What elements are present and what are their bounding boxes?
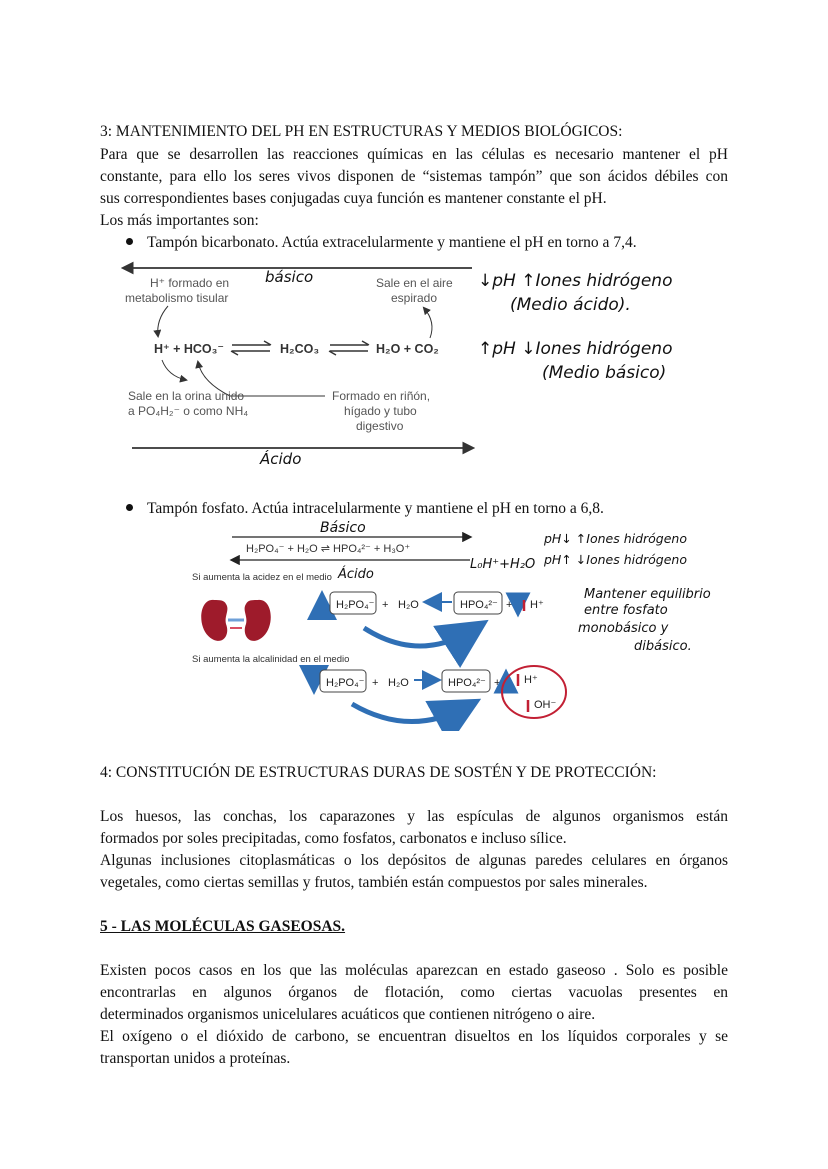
bullet-bicarbonate-text: Tampón bicarbonato. Actúa extracelularmente y mantiene el pH en torno a 7,4. — [147, 234, 637, 251]
note-basic-medium: (Medio básico) — [542, 363, 667, 383]
section-5-p1-line-2: encontrarlas en algunos órganos de flotación, como ciertas vacuolas presentes en — [100, 984, 728, 1001]
section-3-line-2: constante, para ello los seres vivos disponen de “sistemas tampón” que son ácidos débiles con — [100, 168, 728, 185]
acidity-label: Si aumenta la acidez en el medio — [192, 572, 332, 583]
exhaled-2: espirado — [391, 291, 438, 305]
phosphate-figure — [180, 516, 740, 731]
important-label: Los más importantes son: — [100, 212, 259, 229]
kidney-icon — [201, 600, 271, 641]
section-4-p1-line-1: Los huesos, las conchas, los caparazones y las espículas de algunos organismos están — [100, 808, 728, 825]
h2po4-1: H₂PO₄⁻ — [336, 599, 375, 611]
top-note-basico: básico — [265, 268, 314, 286]
exhaled-1: Sale en el aire — [376, 276, 453, 290]
curved-arrow-2 — [352, 704, 468, 722]
equilibrium-arrows-2 — [329, 341, 369, 355]
section-4-p2-line-2: vegetales, como ciertas semillas y frutos, también están compuestos por sales minerales. — [100, 874, 648, 891]
acid-label: Ácido — [338, 567, 374, 582]
arrow-to-urine — [162, 360, 186, 380]
plus-4: + — [494, 677, 501, 689]
curved-arrow-1 — [364, 628, 476, 646]
plus-3: + — [372, 677, 379, 689]
bullet-dot — [126, 504, 133, 511]
equilibrium-arrows-1 — [231, 341, 271, 355]
plus-2: + — [506, 599, 513, 611]
plus-1: + — [382, 599, 389, 611]
oh: OH⁻ — [534, 699, 557, 711]
section-5-p1-line-3: determinados organismos unicelulares acuáticos que contienen nitrógeno o aire. — [100, 1006, 596, 1023]
formed-1: Formado en riñón, — [332, 389, 431, 403]
urine-2: a PO₄H₂⁻ o como NH₄ — [128, 404, 249, 418]
section-5-p1-line-1: Existen pocos casos en los que las moléculas aparezcan en estado gaseoso . Solo es posible — [100, 962, 728, 979]
hpo4-1: HPO₄²⁻ — [460, 599, 498, 611]
h2po4-2: H₂PO₄⁻ — [326, 677, 365, 689]
hplus-formed-2: metabolismo tisular — [125, 291, 229, 305]
side-note: L₀H⁺+H₂O — [470, 557, 536, 572]
section-3-line-1: Para que se desarrollen las reacciones químicas en las células es necesario mantener el pH — [100, 146, 728, 163]
h2o-1: H₂O — [398, 599, 419, 611]
bullet-phosphate-text: Tampón fosfato. Actúa intracelularmente y mantiene el pH en torno a 6,8. — [147, 500, 604, 517]
formed-2: hígado y tubo — [344, 404, 417, 418]
section-4-p1-line-2: formados por soles precipitadas, como fosfatos, carbonatos e incluso sílice. — [100, 830, 567, 847]
note-eq-3: monobásico y — [578, 621, 669, 636]
note-ph-1: pH↓ ↑Iones hidrógeno — [544, 531, 687, 546]
bullet-bicarbonate — [126, 232, 637, 254]
arrow-down-left — [158, 306, 168, 336]
hplus-1: H⁺ — [530, 599, 544, 611]
eq-mid: H₂CO₃ — [280, 342, 320, 356]
bicarbonate-figure — [110, 258, 730, 468]
top-note-basico-2: Básico — [320, 520, 366, 536]
note-high-ph: ↑pH ↓Iones hidrógeno — [478, 339, 673, 359]
formed-3: digestivo — [356, 419, 404, 433]
urine-1: Sale en la orina unido — [128, 389, 245, 403]
section-3-line-3: sus correspondientes bases conjugadas cuya función es mantener constante el pH. — [100, 190, 607, 207]
eq-right: H₂O + CO₂ — [376, 342, 439, 356]
bottom-note-acido: Ácido — [260, 450, 302, 468]
note-ph-2: pH↑ ↓Iones hidrógeno — [544, 552, 687, 567]
hplus-formed-1: H⁺ formado en — [150, 276, 230, 290]
note-eq-4: dibásico. — [634, 639, 692, 654]
hpo4-2: HPO₄²⁻ — [448, 677, 486, 689]
note-low-ph: ↓pH ↑Iones hidrógeno — [478, 271, 673, 291]
phosphate-equation: H₂PO₄⁻ + H₂O ⇌ HPO₄²⁻ + H₃O⁺ — [246, 543, 411, 555]
section-5-heading: 5 - LAS MOLÉCULAS GASEOSAS. — [100, 918, 346, 935]
hplus-2: H⁺ — [524, 674, 538, 686]
h2o-2: H₂O — [388, 677, 409, 689]
section-5-p2-line-1: El oxígeno o el dióxido de carbono, se encuentran disueltos en los líquidos corporales y se — [100, 1028, 728, 1045]
section-3-heading: 3: MANTENIMIENTO DEL PH EN ESTRUCTURAS Y MEDIOS BIOLÓGICOS: — [100, 123, 623, 140]
note-acid-medium: (Medio ácido). — [510, 295, 631, 315]
section-5-p2-line-2: transportan unidos a proteínas. — [100, 1050, 291, 1067]
section-4-p2-line-1: Algunas inclusiones citoplasmáticas o los depósitos de algunas paredes celulares en órganos — [100, 852, 728, 869]
section-4-heading: 4: CONSTITUCIÓN DE ESTRUCTURAS DURAS DE SOSTÉN Y DE PROTECCIÓN: — [100, 764, 657, 781]
eq-left: H⁺ + HCO₃⁻ — [154, 342, 225, 356]
note-eq-2: entre fosfato — [584, 603, 668, 618]
bullet-dot — [126, 238, 133, 245]
note-eq-1: Mantener equilibrio — [584, 587, 711, 602]
arrow-up-right — [424, 308, 432, 338]
alkalinity-label: Si aumenta la alcalinidad en el medio — [192, 654, 350, 665]
